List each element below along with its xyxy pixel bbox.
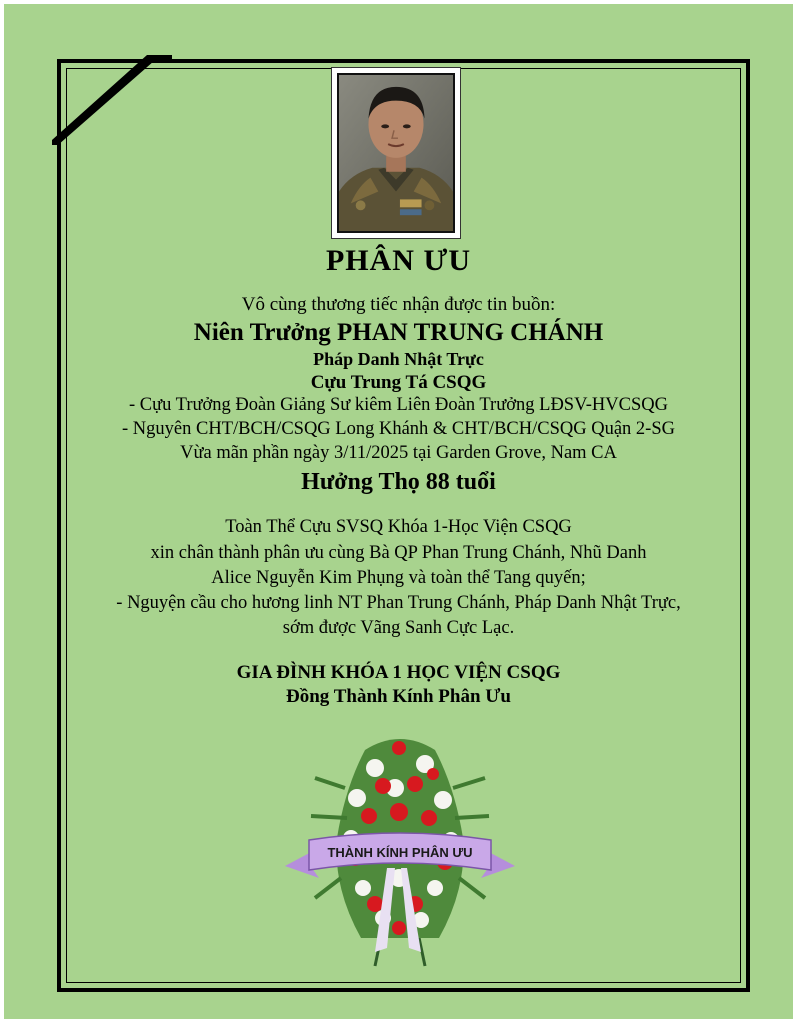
portrait-frame xyxy=(331,67,461,239)
signature-closing: Đồng Thành Kính Phân Ưu xyxy=(286,686,511,707)
position-line-2: - Nguyên CHT/BCH/CSQG Long Khánh & CHT/BCH/CSQG Quận 2-SG xyxy=(122,419,675,439)
dharma-name: Pháp Danh Nhật Trực xyxy=(313,349,484,369)
message-line-1: Toàn Thể Cựu SVSQ Khóa 1-Học Viện CSQG xyxy=(225,517,572,537)
page-title: PHÂN ƯU xyxy=(325,244,472,277)
funeral-wreath-icon xyxy=(275,728,525,968)
rank-text: Cựu Trung Tá CSQG xyxy=(310,372,487,393)
ribbon-text: THÀNH KÍNH PHÂN ƯU xyxy=(327,845,473,860)
message-line-2: xin chân thành phân ưu cùng Bà QP Phan Trung Chánh, Nhũ Danh xyxy=(150,543,647,563)
portrait-photo xyxy=(337,73,455,233)
passing-text: Vừa mãn phần ngày 3/11/2025 tại Garden Grove, Nam CA xyxy=(180,443,617,463)
message-line-5: sớm được Vãng Sanh Cực Lạc. xyxy=(282,618,515,638)
message-line-4: - Nguyện cầu cho hương linh NT Phan Trung Chánh, Pháp Danh Nhật Trực, xyxy=(116,593,681,613)
message-line-3: Alice Nguyễn Kim Phụng và toàn thể Tang quyến; xyxy=(211,568,586,588)
signature-organization: GIA ĐÌNH KHÓA 1 HỌC VIỆN CSQG xyxy=(236,662,561,683)
intro-text: Vô cùng thương tiếc nhận được tin buồn: xyxy=(241,294,556,315)
age-text: Hưởng Thọ 88 tuổi xyxy=(301,469,496,495)
mourning-band-icon xyxy=(52,55,172,145)
position-line-1: - Cựu Trưởng Đoàn Giảng Sư kiêm Liên Đoàn Trưởng LĐSV-HVCSQG xyxy=(128,395,668,415)
deceased-name: Niên Trưởng PHAN TRUNG CHÁNH xyxy=(193,319,604,346)
